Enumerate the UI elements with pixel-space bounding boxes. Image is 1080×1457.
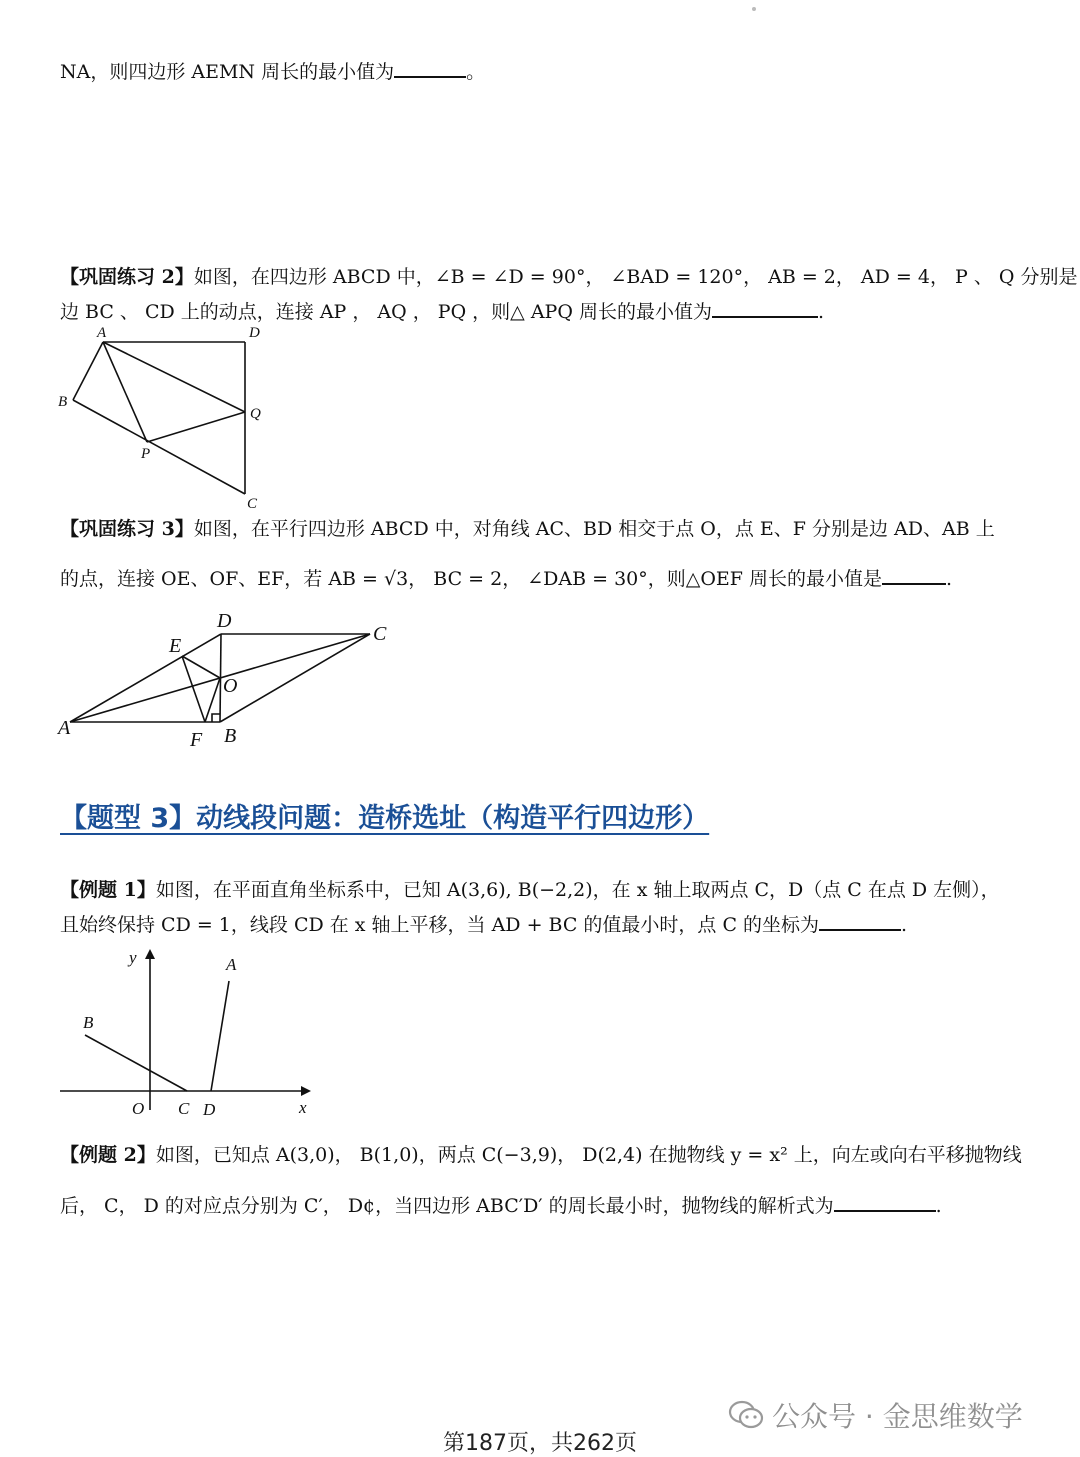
answer-blank	[712, 298, 818, 318]
label-a: A	[226, 955, 237, 974]
label-d: D	[217, 610, 232, 632]
label-q: Q	[250, 406, 261, 422]
exercise-3-line-1: 【巩固练习 3】如图，在平行四边形 ABCD 中，对角线 AC、BD 相交于点 O，点 E、F 分别是边 AD、AB 上	[60, 518, 995, 540]
exercise-3-tag: 【巩固练习 3】	[60, 518, 194, 540]
example-1-figure	[55, 945, 325, 1120]
exercise-2-line-1: 【巩固练习 2】如图，在四边形 ABCD 中，∠B = ∠D = 90°， ∠BAD = 120°， AB = 2， AD = 4， P 、 Q 分别是	[60, 266, 1078, 288]
exercise-2-line-2: 边 BC 、 CD 上的动点，连接 AP ， AQ ， PQ ，则△ APQ 周长的最小值为 .	[60, 298, 824, 324]
label-b: B	[224, 725, 237, 747]
watermark: 公众号 · 金思维数学	[728, 1395, 1023, 1435]
example-2-tag: 【例题 2】	[60, 1144, 156, 1166]
segment-cb	[220, 634, 370, 722]
segment-ad	[70, 634, 221, 722]
label-c: C	[373, 623, 387, 645]
label-c: C	[247, 496, 258, 512]
label-x: x	[299, 1098, 307, 1117]
example-1-line-2: 且始终保持 CD = 1，线段 CD 在 x 轴上平移，当 AD + BC 的值最小时，点 C 的坐标为 .	[60, 911, 907, 937]
exercise-2-tag: 【巩固练习 2】	[60, 266, 194, 288]
x-axis-arrow	[301, 1086, 311, 1096]
segment-pq	[147, 412, 245, 442]
example-2-line-1: 【例题 2】如图，已知点 A(3,0)， B(1,0)，两点 C(−3,9)， D(2,4) 在抛物线 y = x² 上，向左或向右平移抛物线	[60, 1144, 1022, 1166]
segment-ab	[73, 342, 103, 400]
exercise-2-figure	[55, 322, 275, 512]
right-angle-mark	[212, 714, 220, 722]
answer-blank	[834, 1192, 936, 1212]
page-footer: 第187页，共262页	[443, 1431, 637, 1456]
prev-question-tail: NA，则四边形 AEMN 周长的最小值为 。	[60, 58, 485, 84]
label-b: B	[83, 1013, 94, 1032]
segment-db	[220, 634, 221, 722]
label-d: D	[249, 325, 260, 341]
example-1-line-1: 【例题 1】如图，在平面直角坐标系中，已知 A(3,6), B(−2,2)，在 x 轴上取两点 C，D（点 C 在点 D 左侧），	[60, 879, 1000, 901]
segment-ef	[182, 656, 205, 722]
label-a: A	[97, 325, 107, 341]
segment-ad	[211, 981, 229, 1091]
section-heading: 【题型 3】动线段问题：造桥选址（构造平行四边形）	[60, 803, 710, 834]
y-axis-arrow	[145, 949, 155, 959]
exercise-3-figure	[55, 606, 400, 751]
label-b: B	[58, 394, 68, 410]
label-d: D	[203, 1100, 216, 1119]
segment-bc	[73, 400, 245, 494]
label-o: O	[132, 1099, 145, 1118]
exercise-3-line-2: 的点，连接 OE、OF、EF，若 AB = √3， BC = 2， ∠DAB = 30°，则△OEF 周长的最小值是 .	[60, 565, 952, 591]
label-p: P	[141, 446, 151, 462]
label-e: E	[169, 635, 182, 657]
segment-ap	[103, 342, 147, 442]
label-y: y	[129, 948, 137, 967]
label-a: A	[58, 717, 71, 739]
label-c: C	[178, 1099, 190, 1118]
segment-bc	[85, 1035, 187, 1091]
label-o: O	[223, 675, 238, 697]
example-2-line-2: 后， C， D 的对应点分别为 C′， D¢，当四边形 ABC′D′ 的周长最小时，抛物线的解析式为 .	[60, 1192, 942, 1218]
answer-blank	[819, 911, 901, 931]
decorative-dot	[752, 7, 756, 11]
answer-blank	[394, 58, 466, 78]
example-1-tag: 【例题 1】	[60, 879, 156, 901]
answer-blank	[882, 565, 946, 585]
segment-aq	[103, 342, 245, 412]
label-f: F	[190, 729, 203, 751]
